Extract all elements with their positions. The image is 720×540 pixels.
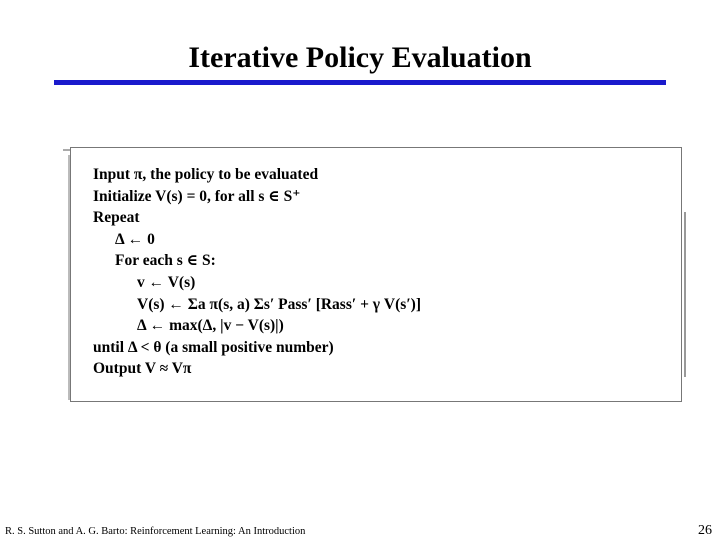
delta-update-line: Δ ← max(Δ, |v − V(s)|) [137, 317, 284, 335]
input-line: Input π, the policy to be evaluated [93, 166, 319, 183]
page-number: 26 [698, 523, 712, 538]
delta-reset-line: Δ ← 0 [115, 230, 155, 248]
v-assign-line: v ← V(s) [137, 273, 196, 291]
footer-credit: R. S. Sutton and A. G. Barto: Reinforcement Learning: An Introduction [5, 526, 306, 537]
algorithm-box [70, 147, 682, 402]
until-line: until Δ < θ (a small positive number) [93, 338, 334, 356]
init-line: Initialize V(s) = 0, for all s ∈ S⁺ [93, 187, 301, 205]
repeat-line: Repeat [93, 209, 140, 227]
output-line: Output V ≈ Vπ [93, 360, 192, 378]
slide-title: Iterative Policy Evaluation [188, 41, 532, 74]
for-each-line: For each s ∈ S: [115, 252, 216, 270]
bellman-update-line: V(s) ← Σa π(s, a) Σs′ Pass′ [Rass′ + γ V(s′)] [137, 295, 422, 313]
box-shadow-right [684, 212, 686, 377]
algorithm-pseudocode [93, 164, 421, 380]
title-rule [54, 80, 666, 85]
